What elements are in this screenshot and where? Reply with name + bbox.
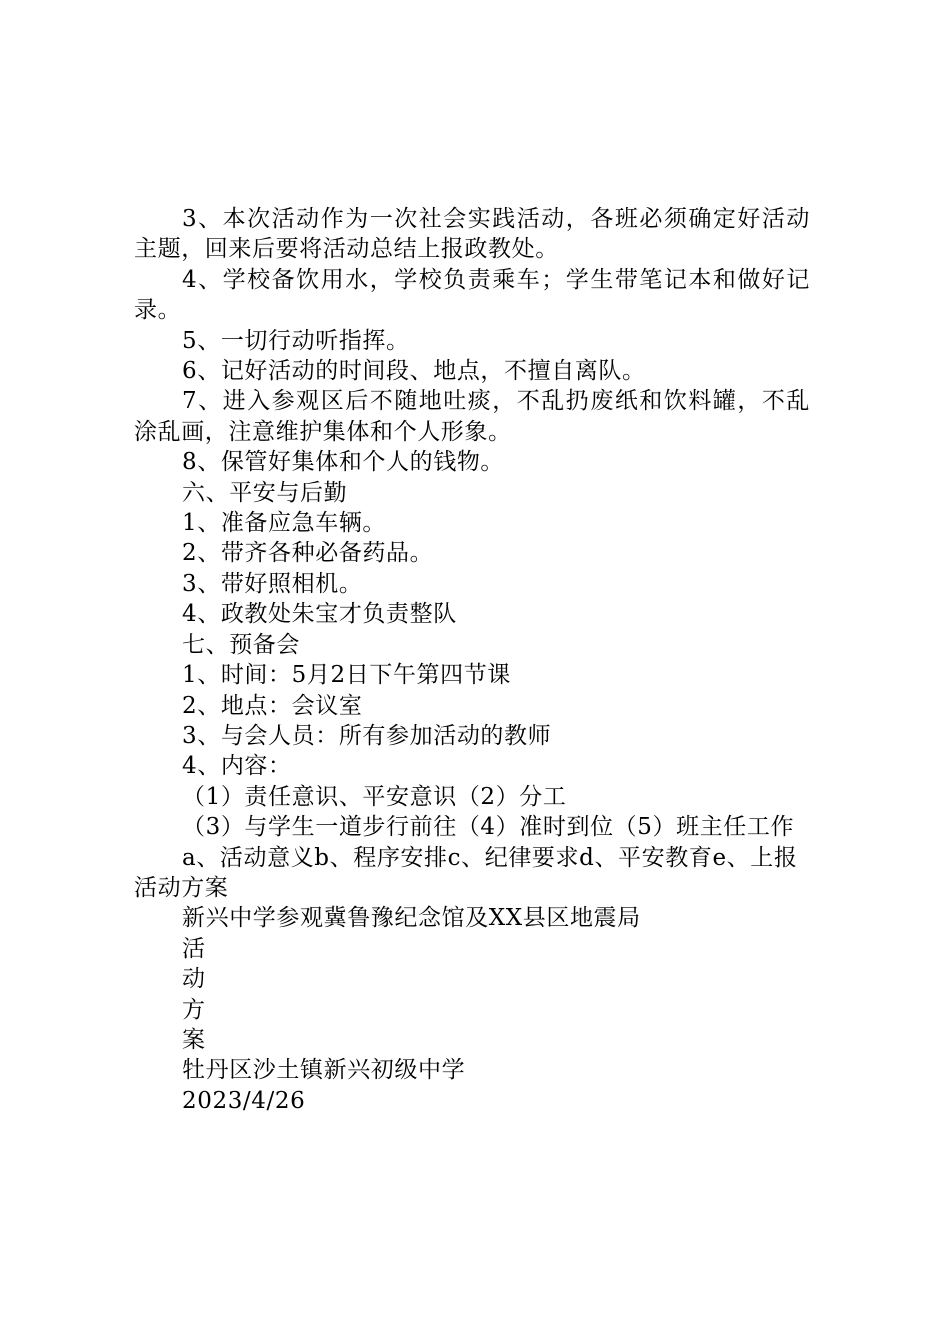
plan-title-char-3: 方 [182, 996, 206, 1023]
paragraph-item-5: 5、一切行动听指挥。 [182, 327, 410, 354]
document-body [134, 204, 810, 1116]
meeting-content-line-3: a、活动意义b、程序安排c、纪律要求d、平安教育e、上报活动方案 [134, 844, 798, 901]
safety-item-4: 4、政教处朱宝才负责整队 [182, 601, 457, 628]
paragraph-item-8: 8、保管好集体和个人的钱物。 [182, 449, 505, 476]
meeting-content-label: 4、内容： [182, 753, 292, 780]
document-date: 2023/4/26 [182, 1087, 306, 1114]
meeting-content-line-1: （1）责任意识、平安意识（2）分工 [182, 783, 567, 810]
plan-title-char-4: 案 [182, 1026, 206, 1053]
plan-title-char-1: 活 [182, 935, 206, 962]
paragraph-item-3: 3、本次活动作为一次社会实践活动，各班必须确定好活动主题，回来后要将活动总结上报政教处。 [134, 206, 810, 263]
paragraph-item-6: 6、记好活动的时间段、地点，不擅自离队。 [182, 358, 646, 385]
section-heading-safety: 六、平安与后勤 [182, 479, 348, 506]
paragraph-item-7: 7、进入参观区后不随地吐痰，不乱扔废纸和饮料罐，不乱涂乱画，注意维护集体和个人形象。 [134, 388, 810, 445]
section-heading-meeting: 七、预备会 [182, 631, 300, 658]
safety-item-1: 1、准备应急车辆。 [182, 510, 387, 537]
school-name: 牡丹区沙土镇新兴初级中学 [182, 1057, 466, 1084]
plan-title-char-2: 动 [182, 966, 206, 993]
plan-title: 新兴中学参观冀鲁豫纪念馆及XX县区地震局 [182, 905, 641, 932]
meeting-time: 1、时间：5月2日下午第四节课 [182, 662, 511, 689]
paragraph-item-4: 4、学校备饮用水，学校负责乘车；学生带笔记本和做好记录。 [134, 266, 810, 324]
meeting-location: 2、地点：会议室 [182, 692, 363, 719]
safety-item-3: 3、带好照相机。 [182, 570, 363, 597]
meeting-content-line-2: （3）与学生一道步行前往（4）准时到位（5）班主任工作 [182, 814, 795, 841]
meeting-attendees: 3、与会人员：所有参加活动的教师 [182, 722, 552, 749]
safety-item-2: 2、带齐各种必备药品。 [182, 540, 434, 567]
